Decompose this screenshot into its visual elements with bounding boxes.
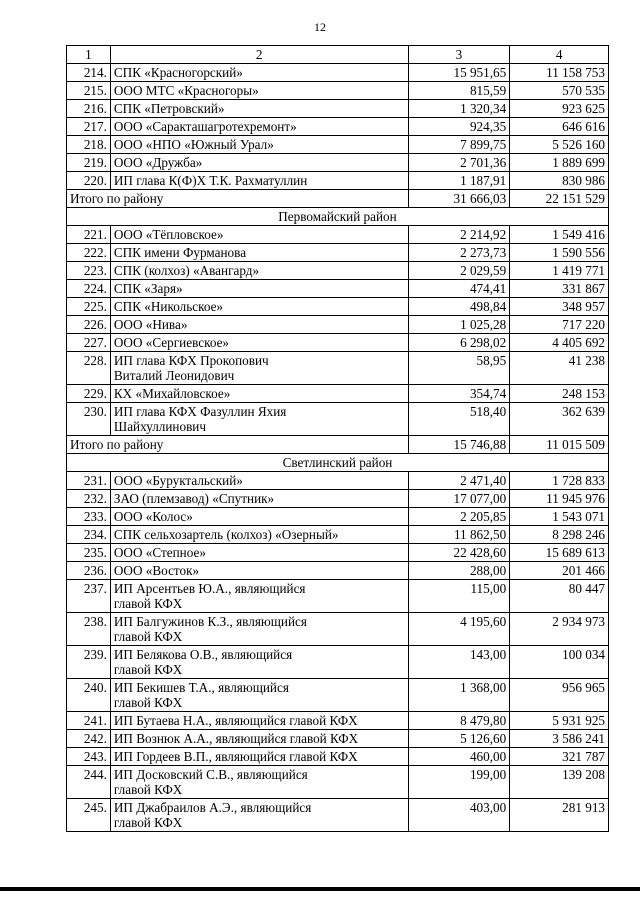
enterprise-name-line: ИП глава К(Ф)Х Т.К. Рахматуллин xyxy=(113,173,308,188)
row-number: 222. xyxy=(67,244,111,262)
enterprise-name xyxy=(110,334,408,352)
area-value: 15 746,88 xyxy=(408,436,510,454)
enterprise-name-line: ООО «Степное» xyxy=(113,545,206,560)
row-number: 236. xyxy=(67,562,111,580)
area-value: 5 126,60 xyxy=(408,730,510,748)
row-number: 239. xyxy=(67,646,111,679)
enterprise-name-line: Шайхуллинович xyxy=(113,419,206,434)
amount-value: 11 158 753 xyxy=(510,64,609,82)
enterprise-name xyxy=(110,316,408,334)
amount-value: 8 298 246 xyxy=(510,526,609,544)
total-label: Итого по району xyxy=(67,436,409,454)
area-value: 7 899,75 xyxy=(408,136,510,154)
row-number: 217. xyxy=(67,118,111,136)
area-value: 199,00 xyxy=(408,766,510,799)
table-row xyxy=(67,766,609,799)
bottom-rule xyxy=(0,887,640,891)
enterprise-name xyxy=(110,226,408,244)
enterprise-name-line: ИП Досковский С.В., являющийся xyxy=(113,767,308,782)
table-row xyxy=(67,64,609,82)
amount-value: 11 945 976 xyxy=(510,490,609,508)
enterprise-name-line: ООО «Тёпловское» xyxy=(113,227,224,242)
amount-value: 5 931 925 xyxy=(510,712,609,730)
area-value: 4 195,60 xyxy=(408,613,510,646)
row-number: 232. xyxy=(67,490,111,508)
amount-value: 923 625 xyxy=(510,100,609,118)
table-row xyxy=(67,613,609,646)
row-number: 245. xyxy=(67,799,111,832)
row-number: 215. xyxy=(67,82,111,100)
row-number: 233. xyxy=(67,508,111,526)
enterprise-name xyxy=(110,799,408,832)
area-value: 403,00 xyxy=(408,799,510,832)
enterprise-name-line: главой КФХ xyxy=(113,629,183,644)
amount-value: 1 590 556 xyxy=(510,244,609,262)
enterprise-name-line: ИП глава КФХ Фазуллин Яхия xyxy=(113,404,287,419)
enterprise-name-line: СПК сельхозартель (колхоз) «Озерный» xyxy=(113,527,339,542)
enterprise-name-line: ИП Бутаева Н.А., являющийся главой КФХ xyxy=(113,713,358,728)
enterprise-name-line: главой КФХ xyxy=(113,662,183,677)
area-value: 15 951,65 xyxy=(408,64,510,82)
amount-value: 281 913 xyxy=(510,799,609,832)
table-row xyxy=(67,352,609,385)
enterprise-name-line: ИП Балгужинов К.З., являющийся xyxy=(113,614,307,629)
enterprise-name xyxy=(110,766,408,799)
amount-value: 139 208 xyxy=(510,766,609,799)
enterprise-name-line: ИП Бекишев Т.А., являющийся xyxy=(113,680,289,695)
area-value: 143,00 xyxy=(408,646,510,679)
enterprise-name-line: СПК «Красногорский» xyxy=(113,65,243,80)
row-number: 242. xyxy=(67,730,111,748)
enterprise-name xyxy=(110,526,408,544)
enterprise-name-line: главой КФХ xyxy=(113,596,183,611)
area-value: 474,41 xyxy=(408,280,510,298)
table-header-row xyxy=(67,46,609,64)
enterprise-name xyxy=(110,712,408,730)
enterprise-name-line: СПК (колхоз) «Авангард» xyxy=(113,263,260,278)
enterprise-name-line: ИП Джабраилов А.Э., являющийся xyxy=(113,800,312,815)
enterprise-name xyxy=(110,472,408,490)
section-title: Светлинский район xyxy=(67,454,609,472)
enterprise-name-line: ООО «Восток» xyxy=(113,563,200,578)
enterprise-name-line: ИП Белякова О.В., являющийся xyxy=(113,647,293,662)
area-value: 115,00 xyxy=(408,580,510,613)
area-value: 1 368,00 xyxy=(408,679,510,712)
data-table xyxy=(66,45,609,832)
amount-value: 1 549 416 xyxy=(510,226,609,244)
enterprise-name xyxy=(110,136,408,154)
amount-value: 717 220 xyxy=(510,316,609,334)
amount-value: 1 889 699 xyxy=(510,154,609,172)
area-value: 1 320,34 xyxy=(408,100,510,118)
amount-value: 100 034 xyxy=(510,646,609,679)
table-row xyxy=(67,562,609,580)
row-number: 224. xyxy=(67,280,111,298)
area-value: 1 025,28 xyxy=(408,316,510,334)
column-header: 4 xyxy=(510,46,609,64)
table-row xyxy=(67,118,609,136)
enterprise-name xyxy=(110,172,408,190)
amount-value: 4 405 692 xyxy=(510,334,609,352)
enterprise-name-line: главой КФХ xyxy=(113,695,183,710)
enterprise-name xyxy=(110,508,408,526)
row-number: 221. xyxy=(67,226,111,244)
area-value: 22 428,60 xyxy=(408,544,510,562)
area-value: 354,74 xyxy=(408,385,510,403)
enterprise-name-line: ООО «Сергиевское» xyxy=(113,335,230,350)
row-number: 219. xyxy=(67,154,111,172)
amount-value: 1 543 071 xyxy=(510,508,609,526)
enterprise-name xyxy=(110,82,408,100)
area-value: 11 862,50 xyxy=(408,526,510,544)
row-number: 243. xyxy=(67,748,111,766)
column-header: 2 xyxy=(110,46,408,64)
table-row xyxy=(67,730,609,748)
row-number: 223. xyxy=(67,262,111,280)
area-value: 6 298,02 xyxy=(408,334,510,352)
table-row xyxy=(67,100,609,118)
area-value: 498,84 xyxy=(408,298,510,316)
enterprise-name xyxy=(110,748,408,766)
enterprise-name xyxy=(110,118,408,136)
enterprise-name xyxy=(110,403,408,436)
row-number: 230. xyxy=(67,403,111,436)
amount-value: 570 535 xyxy=(510,82,609,100)
enterprise-name-line: СПК «Никольское» xyxy=(113,299,224,314)
row-number: 231. xyxy=(67,472,111,490)
enterprise-name-line: ЗАО (племзавод) «Спутник» xyxy=(113,491,275,506)
table-row xyxy=(67,580,609,613)
area-value: 2 205,85 xyxy=(408,508,510,526)
enterprise-name-line: ООО «Нива» xyxy=(113,317,188,332)
enterprise-name xyxy=(110,244,408,262)
enterprise-name-line: ИП глава КФХ Прокопович xyxy=(113,353,269,368)
amount-value: 830 986 xyxy=(510,172,609,190)
amount-value: 11 015 509 xyxy=(510,436,609,454)
area-value: 1 187,91 xyxy=(408,172,510,190)
amount-value: 248 153 xyxy=(510,385,609,403)
enterprise-name xyxy=(110,262,408,280)
enterprise-name xyxy=(110,154,408,172)
row-number: 234. xyxy=(67,526,111,544)
area-value: 460,00 xyxy=(408,748,510,766)
enterprise-name xyxy=(110,385,408,403)
amount-value: 321 787 xyxy=(510,748,609,766)
enterprise-name-line: главой КФХ xyxy=(113,782,183,797)
enterprise-name xyxy=(110,562,408,580)
table-row xyxy=(67,82,609,100)
row-number: 244. xyxy=(67,766,111,799)
column-header: 3 xyxy=(408,46,510,64)
table-row xyxy=(67,646,609,679)
amount-value: 3 586 241 xyxy=(510,730,609,748)
area-value: 924,35 xyxy=(408,118,510,136)
row-number: 218. xyxy=(67,136,111,154)
area-value: 8 479,80 xyxy=(408,712,510,730)
table-row xyxy=(67,472,609,490)
row-number: 235. xyxy=(67,544,111,562)
row-number: 240. xyxy=(67,679,111,712)
row-number: 225. xyxy=(67,298,111,316)
area-value: 2 701,36 xyxy=(408,154,510,172)
amount-value: 201 466 xyxy=(510,562,609,580)
enterprise-name xyxy=(110,100,408,118)
row-number: 241. xyxy=(67,712,111,730)
enterprise-name xyxy=(110,490,408,508)
area-value: 31 666,03 xyxy=(408,190,510,208)
row-number: 216. xyxy=(67,100,111,118)
enterprise-name-line: КХ «Михайловское» xyxy=(113,386,231,401)
amount-value: 80 447 xyxy=(510,580,609,613)
enterprise-name xyxy=(110,280,408,298)
table-row xyxy=(67,244,609,262)
amount-value: 2 934 973 xyxy=(510,613,609,646)
area-value: 17 077,00 xyxy=(408,490,510,508)
column-header: 1 xyxy=(67,46,111,64)
amount-value: 956 965 xyxy=(510,679,609,712)
enterprise-name-line: ООО «Колос» xyxy=(113,509,193,524)
area-value: 2 471,40 xyxy=(408,472,510,490)
row-number: 238. xyxy=(67,613,111,646)
amount-value: 1 419 771 xyxy=(510,262,609,280)
table-row xyxy=(67,262,609,280)
amount-value: 5 526 160 xyxy=(510,136,609,154)
table-row xyxy=(67,172,609,190)
enterprise-name-line: ООО «Саракташагротехремонт» xyxy=(113,119,297,134)
enterprise-name-line: ООО «Буруктальский» xyxy=(113,473,243,488)
table-row xyxy=(67,226,609,244)
enterprise-name xyxy=(110,580,408,613)
enterprise-name-line: ИП Арсентьев Ю.А., являющийся xyxy=(113,581,306,596)
enterprise-name-line: ИП Вознюк А.А., являющийся главой КФХ xyxy=(113,731,359,746)
enterprise-name-line: главой КФХ xyxy=(113,815,183,830)
table-row xyxy=(67,334,609,352)
table-row xyxy=(67,280,609,298)
enterprise-name-line: ООО «Дружба» xyxy=(113,155,203,170)
table-row xyxy=(67,385,609,403)
row-number: 214. xyxy=(67,64,111,82)
row-number: 227. xyxy=(67,334,111,352)
table-row xyxy=(67,799,609,832)
section-row xyxy=(67,454,609,472)
enterprise-name xyxy=(110,730,408,748)
table-row xyxy=(67,748,609,766)
amount-value: 1 728 833 xyxy=(510,472,609,490)
enterprise-name xyxy=(110,646,408,679)
enterprise-name xyxy=(110,613,408,646)
area-value: 518,40 xyxy=(408,403,510,436)
table-row xyxy=(67,526,609,544)
table-row xyxy=(67,508,609,526)
enterprise-name xyxy=(110,64,408,82)
enterprise-name-line: Виталий Леонидович xyxy=(113,368,235,383)
enterprise-name-line: ООО «НПО «Южный Урал» xyxy=(113,137,274,152)
total-label: Итого по району xyxy=(67,190,409,208)
table-row xyxy=(67,679,609,712)
enterprise-name-line: СПК «Петровский» xyxy=(113,101,225,116)
area-value: 2 273,73 xyxy=(408,244,510,262)
amount-value: 646 616 xyxy=(510,118,609,136)
enterprise-name xyxy=(110,679,408,712)
amount-value: 362 639 xyxy=(510,403,609,436)
amount-value: 15 689 613 xyxy=(510,544,609,562)
area-value: 2 214,92 xyxy=(408,226,510,244)
row-number: 226. xyxy=(67,316,111,334)
table-row xyxy=(67,298,609,316)
total-row xyxy=(67,436,609,454)
enterprise-name-line: СПК имени Фурманова xyxy=(113,245,247,260)
table-row xyxy=(67,490,609,508)
table-row xyxy=(67,154,609,172)
enterprise-name xyxy=(110,544,408,562)
row-number: 237. xyxy=(67,580,111,613)
table-row xyxy=(67,316,609,334)
area-value: 815,59 xyxy=(408,82,510,100)
row-number: 229. xyxy=(67,385,111,403)
row-number: 228. xyxy=(67,352,111,385)
table-row xyxy=(67,403,609,436)
section-title: Первомайский район xyxy=(67,208,609,226)
table-row xyxy=(67,136,609,154)
amount-value: 348 957 xyxy=(510,298,609,316)
page-number: 12 xyxy=(314,20,326,34)
amount-value: 22 151 529 xyxy=(510,190,609,208)
enterprise-name-line: СПК «Заря» xyxy=(113,281,183,296)
amount-value: 41 238 xyxy=(510,352,609,385)
enterprise-name-line: ИП Гордеев В.П., являющийся главой КФХ xyxy=(113,749,358,764)
section-row xyxy=(67,208,609,226)
total-row xyxy=(67,190,609,208)
area-value: 288,00 xyxy=(408,562,510,580)
enterprise-name xyxy=(110,352,408,385)
enterprise-name-line: ООО МТС «Красногоры» xyxy=(113,83,259,98)
table-row xyxy=(67,712,609,730)
table-row xyxy=(67,544,609,562)
area-value: 2 029,59 xyxy=(408,262,510,280)
row-number: 220. xyxy=(67,172,111,190)
area-value: 58,95 xyxy=(408,352,510,385)
enterprise-name xyxy=(110,298,408,316)
amount-value: 331 867 xyxy=(510,280,609,298)
